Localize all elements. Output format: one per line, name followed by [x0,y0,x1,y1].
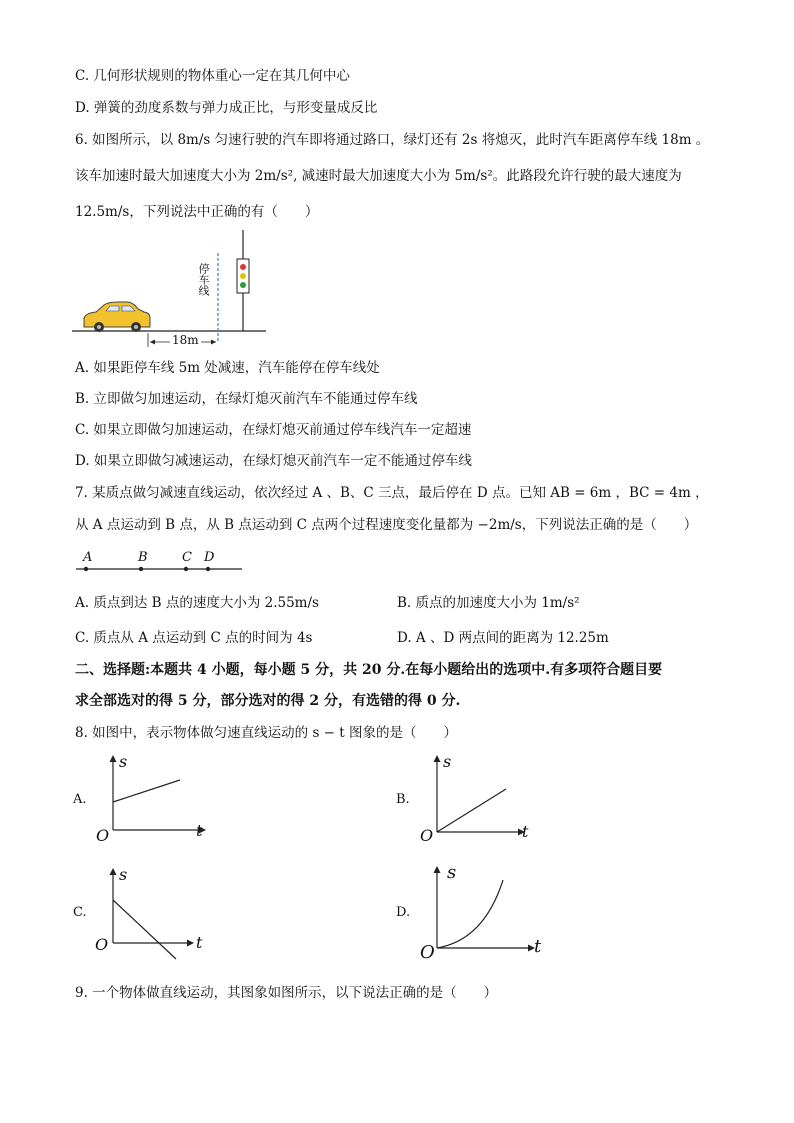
graph-b-o: O [420,826,434,845]
point-d [206,567,210,571]
graph-b-t: t [522,822,529,841]
graph-d-o: O [420,942,435,963]
q6-stem-line3: 12.5m/s，下列说法中正确的有（ ） [75,204,319,220]
q7-stem-line2: 从 A 点运动到 B 点，从 B 点运动到 C 点两个过程速度变化量都为 −2m/s，下列说法正确的是（ ） [75,517,698,533]
graph-b-line [437,789,506,832]
q5-option-d: D. 弹簧的劲度系数与弹力成正比，与形变量成反比 [75,100,378,116]
graph-d-t: t [534,936,542,957]
point-c-label: C [182,550,192,565]
graph-a-t: t [196,821,203,840]
q8-graph-b-label: B. [396,792,410,807]
q9-stem: 9. 一个物体做直线运动，其图象如图所示，以下说法正确的是（ ） [75,985,498,1001]
q6-option-d: D. 如果立即做匀减速运动，在绿灯熄灭前汽车一定不能通过停车线 [75,453,472,469]
section2-heading-line1: 二、选择题:本题共 4 小题，每小题 5 分，共 20 分.在每小题给出的选项中.有多项符合题目要 [75,662,663,678]
traffic-light-green [240,282,246,288]
section2-heading-line2: 求全部选对的得 5 分，部分选对的得 2 分，有选错的得 0 分. [75,693,461,709]
point-c [184,567,188,571]
q8-graph-c [92,865,222,960]
graph-a-line [113,780,180,802]
graph-a-s: s [119,752,128,771]
q8-graph-d-label: D. [396,905,411,920]
q7-option-c: C. 质点从 A 点运动到 C 点的时间为 4s [75,630,313,646]
q6-figure [70,225,280,350]
graph-b-s: s [443,752,452,771]
q8-graph-d [416,862,556,967]
q7-option-a: A. 质点到达 B 点的速度大小为 2.55m/s [75,595,319,611]
traffic-light-red [240,264,246,270]
stop-line-label: 停车线 [197,263,210,296]
q8-graph-b [416,752,546,847]
q8-graph-c-label: C. [73,905,87,920]
point-a-label: A [83,550,93,565]
q6-option-b: B. 立即做匀加速运动，在绿灯熄灭前汽车不能通过停车线 [75,391,418,407]
car-icon [84,302,150,332]
q6-stem-line2: 该车加速时最大加速度大小为 2m/s², 减速时最大加速度大小为 5m/s²。此路段允许行驶的最大速度为 [75,168,682,184]
q7-option-d: D. A 、D 两点间的距离为 12.25m [397,630,609,646]
q6-option-c: C. 如果立即做匀加速运动，在绿灯熄灭前通过停车线汽车一定超速 [75,422,472,438]
traffic-light-yellow [240,273,246,279]
point-d-label: D [204,550,215,565]
q7-option-b: B. 质点的加速度大小为 1m/s² [397,595,580,611]
q8-graph-a-label: A. [73,792,87,807]
graph-d-curve [437,880,503,948]
graph-c-s: s [119,865,128,884]
point-a [84,567,88,571]
q6-stem-line1: 6. 如图所示，以 8m/s 匀速行驶的汽车即将通过路口，绿灯还有 2s 将熄灭，此时汽车距离停车线 18m 。 [75,132,710,148]
q6-option-a: A. 如果距停车线 5m 处减速，汽车能停在停车线处 [75,360,380,376]
q8-stem: 8. 如图中，表示物体做匀速直线运动的 s − t 图象的是（ ） [75,725,458,741]
graph-c-t: t [196,933,203,952]
q7-stem-line1: 7. 某质点做匀减速直线运动，依次经过 A 、B、C 三点，最后停在 D 点。已知 AB = 6m ，BC = 4m ， [75,485,709,501]
graph-d-s: s [447,862,457,883]
q7-line-diagram [74,548,244,578]
graph-c-line [113,900,176,959]
q7-figure [74,548,244,578]
q5-option-c: C. 几何形状规则的物体重心一定在其几何中心 [75,68,350,84]
q8-graph-a [92,752,222,847]
distance-label: 18m [172,333,199,347]
graph-c-o: O [95,935,109,954]
point-b [139,567,143,571]
point-b-label: B [138,550,148,565]
q6-diagram [70,225,280,350]
graph-a-o: O [96,826,110,845]
